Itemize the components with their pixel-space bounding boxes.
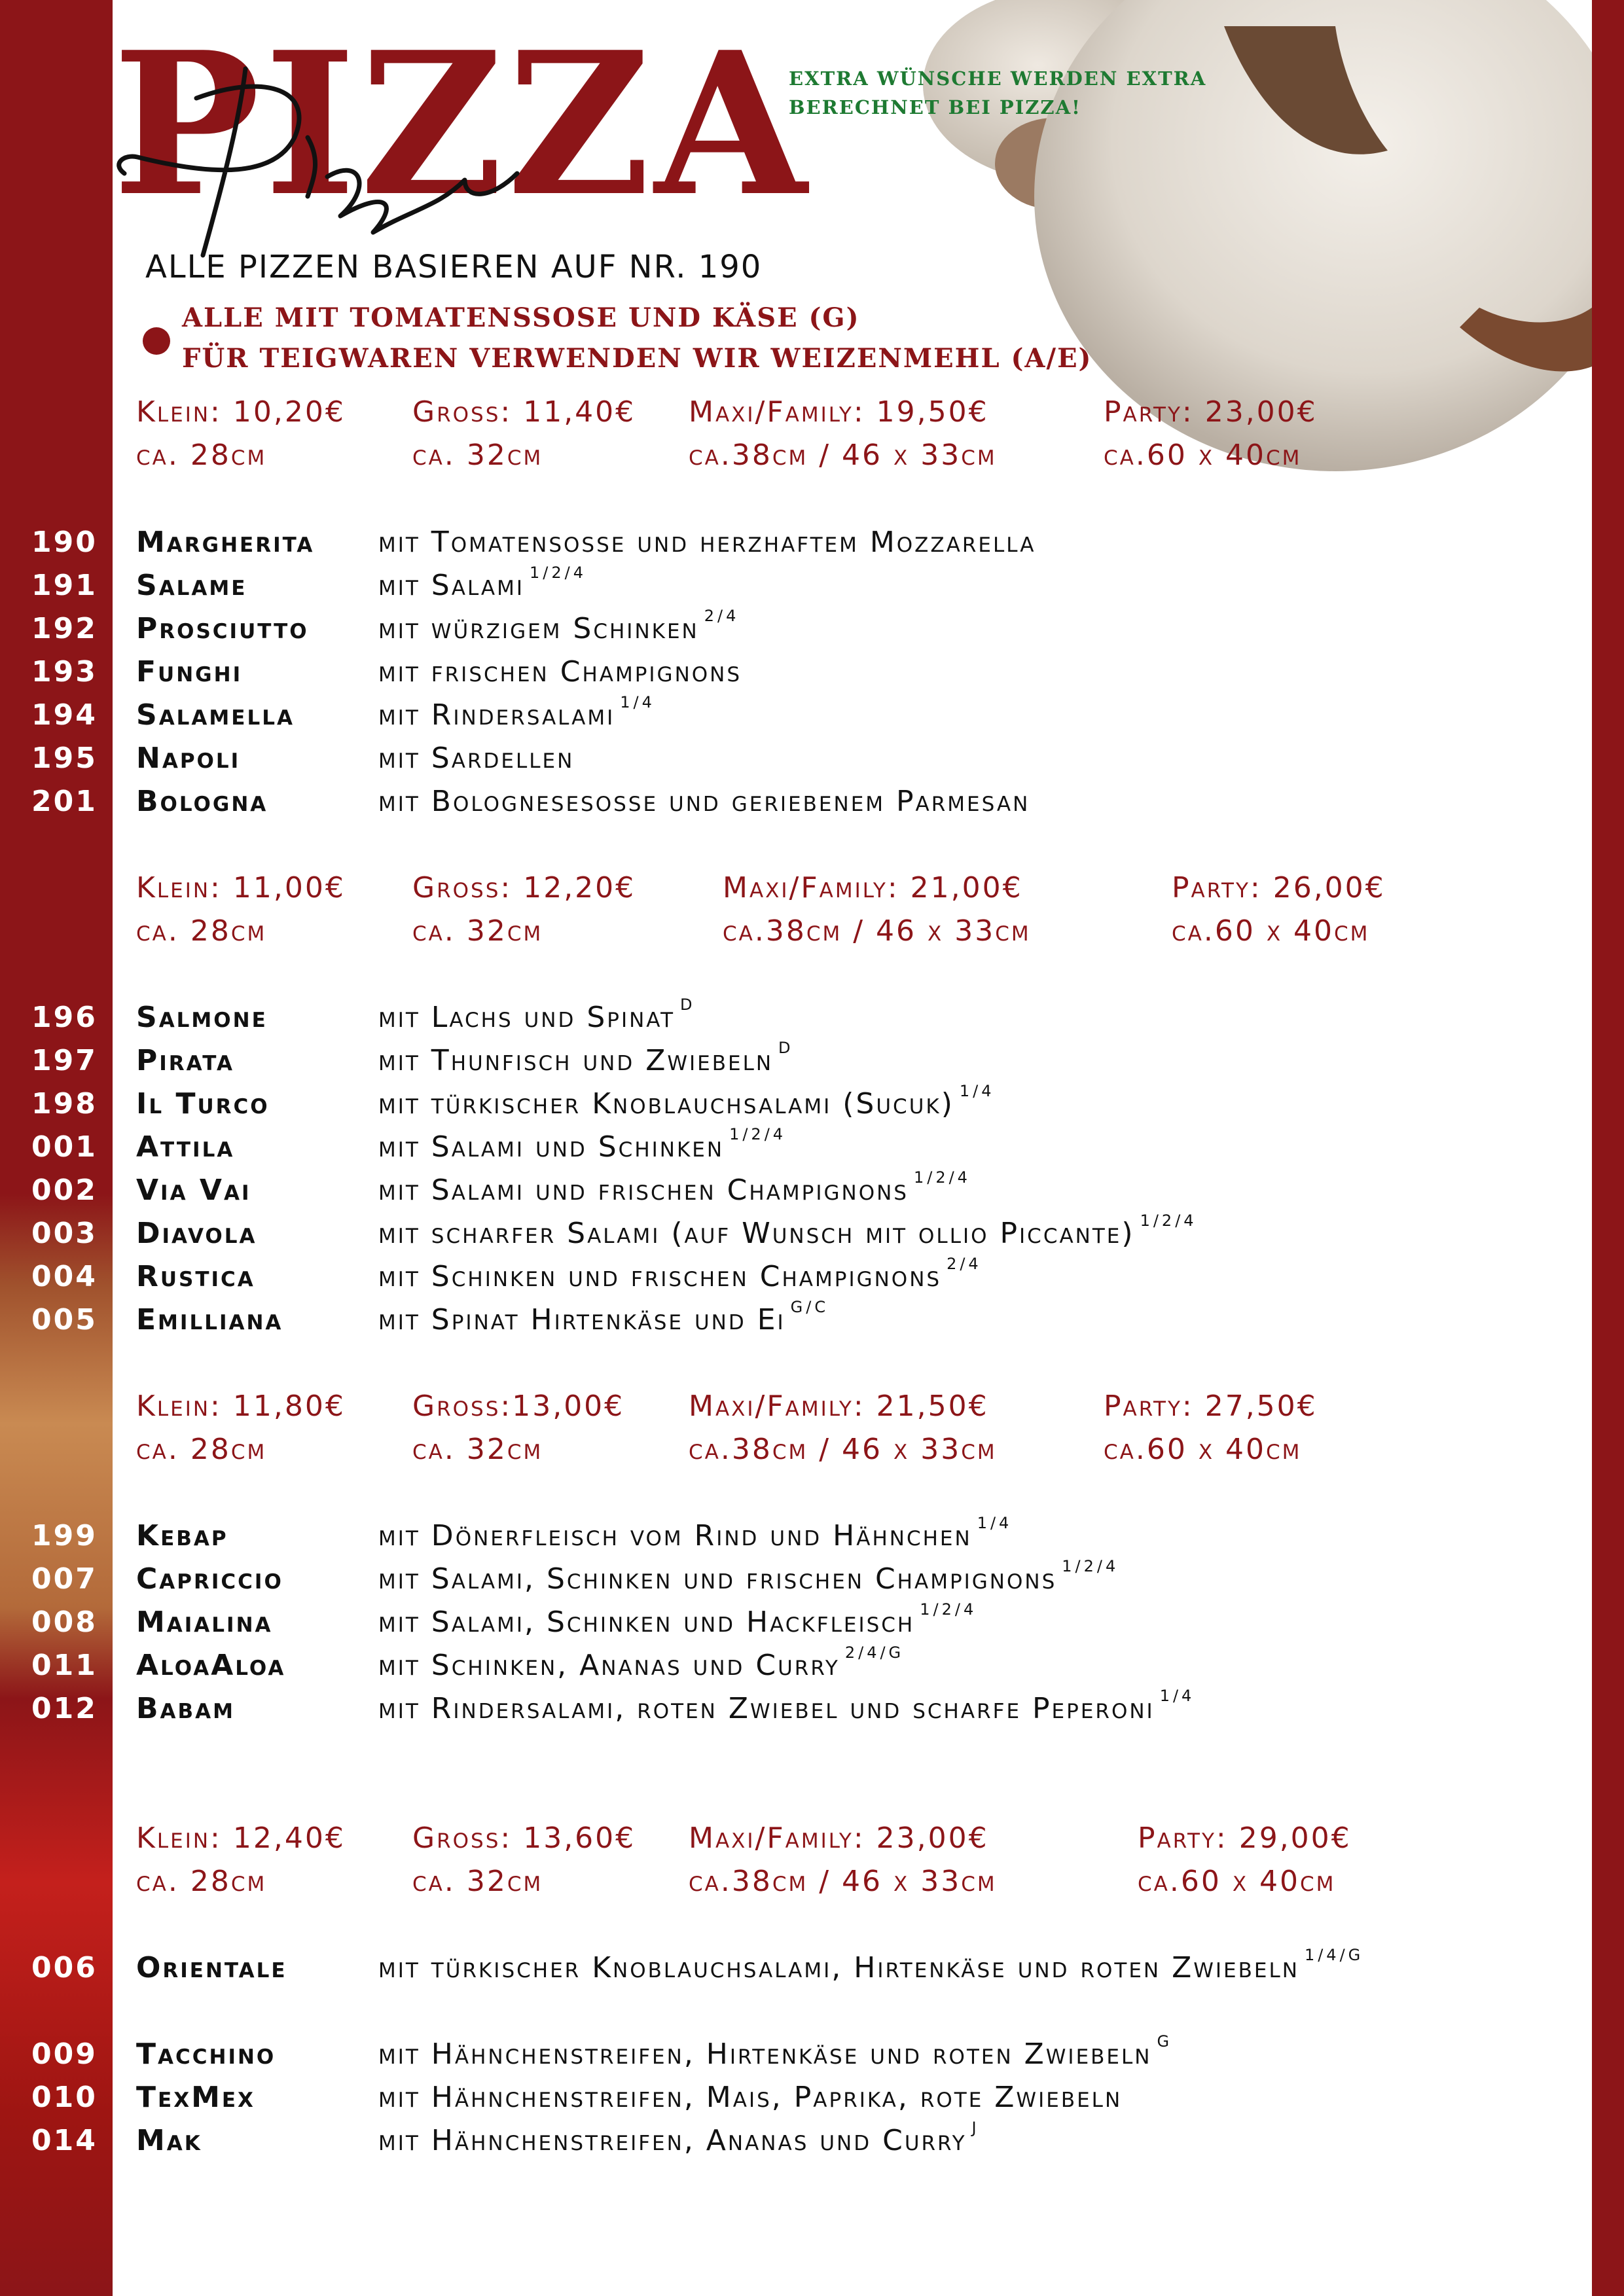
item-description: mit Salami, Schinken und Hackfleisch $^{1/2/4}$ [378, 1600, 977, 1639]
item-description: mit türkischer Knoblauchsalami (Sucuk) $^{1/4}$ [378, 1082, 995, 1121]
bullet-dot [143, 327, 170, 355]
menu-item [0, 2033, 1592, 2076]
price-label: Maxi/Family: 23,00€ [689, 1821, 989, 1855]
allergen-codes: D [778, 1039, 794, 1057]
menu-item [0, 694, 1592, 737]
item-name: Orientale [136, 1951, 287, 1984]
allergen-codes: 1/2/4 [920, 1600, 977, 1619]
info-wheat-flour: FÜR TEIGWAREN VERWENDEN WIR WEIZENMEHL (A/E) [182, 343, 1092, 374]
price-label: Maxi/Family: 19,50€ [689, 395, 989, 429]
allergen-codes: 1/2/4 [1062, 1557, 1119, 1575]
item-description: mit Dönerfleisch vom Rind und Hähnchen $^{1/4}$ [378, 1514, 1013, 1552]
allergen-codes: 2/4 [947, 1255, 982, 1273]
allergen-codes: 1/2/4 [729, 1125, 787, 1143]
item-name: Salamella [136, 698, 295, 732]
allergen-codes: 1/4 [977, 1514, 1013, 1532]
item-description: mit Rindersalami, roten Zwiebel und scharfe Peperoni $^{1/4}$ [378, 1687, 1195, 1725]
item-number: 003 [31, 1217, 98, 1250]
allergen-codes: 2/4 [704, 607, 740, 625]
right-border-strip [1592, 0, 1624, 2296]
item-description: mit Salami $^{1/2/4}$ [378, 564, 587, 602]
menu-item [0, 1558, 1592, 1601]
item-description: mit Thunfisch und Zwiebeln $^D$ [378, 1039, 794, 1077]
item-name: AloaAloa [136, 1649, 286, 1682]
menu-item [0, 1687, 1592, 1731]
item-name: Salmone [136, 1001, 268, 1034]
allergen-codes: 1/4 [1159, 1687, 1195, 1705]
item-number: 010 [31, 2081, 98, 2114]
allergen-codes: J [971, 2119, 980, 2137]
item-name: Pirata [136, 1044, 234, 1077]
item-description: mit Hähnchenstreifen, Hirtenkäse und roten Zwiebeln $^G$ [378, 2032, 1173, 2071]
item-number: 201 [31, 785, 98, 818]
item-description: mit Schinken, Ananas und Curry $^{2/4/G}$ [378, 1643, 905, 1682]
item-name: Rustica [136, 1260, 255, 1293]
size-label: ca. 28cm [136, 439, 267, 472]
allergen-codes: D [680, 996, 696, 1014]
item-name: Via Vai [136, 1174, 251, 1207]
item-number: 197 [31, 1044, 98, 1077]
size-label: ca.60 x 40cm [1104, 439, 1302, 472]
item-number: 014 [31, 2124, 98, 2157]
item-name: Prosciutto [136, 612, 309, 645]
allergen-codes: G/C [790, 1298, 829, 1316]
price-label: Party: 26,00€ [1172, 871, 1386, 905]
size-label: ca. 32cm [412, 1865, 543, 1898]
item-description: mit Salami und frischen Champignons $^{1/2/4}$ [378, 1168, 971, 1207]
menu-item [0, 651, 1592, 694]
base-pizza-subtitle: ALLE PIZZEN BASIEREN AUF NR. 190 [145, 249, 763, 285]
menu-item [0, 1644, 1592, 1687]
item-description: mit Spinat Hirtenkäse und Ei $^{G/C}$ [378, 1298, 829, 1336]
extra-note-line-1: EXTRA WÜNSCHE WERDEN EXTRA [789, 67, 1207, 90]
item-number: 195 [31, 742, 98, 775]
size-label: ca.38cm / 46 x 33cm [689, 1433, 997, 1466]
menu-item [0, 737, 1592, 780]
item-description: mit Sardellen [378, 742, 575, 775]
menu-item [0, 607, 1592, 651]
menu-item [0, 1083, 1592, 1126]
allergen-codes: 1/4 [959, 1082, 995, 1100]
item-name: Il Turco [136, 1087, 270, 1121]
item-name: Salame [136, 569, 247, 602]
menu-item [0, 996, 1592, 1039]
menu-item [0, 1169, 1592, 1212]
item-description: mit frischen Champignons [378, 655, 742, 689]
item-name: Bologna [136, 785, 268, 818]
size-label: ca.38cm / 46 x 33cm [723, 914, 1031, 948]
extra-note-line-2: BERECHNET BEI PIZZA! [789, 96, 1081, 118]
allergen-codes: 1/4/G [1304, 1946, 1364, 1964]
menu-item [0, 1255, 1592, 1299]
item-name: Diavola [136, 1217, 257, 1250]
menu-item [0, 1601, 1592, 1644]
item-name: Napoli [136, 742, 241, 775]
menu-item [0, 1039, 1592, 1083]
item-number: 192 [31, 612, 98, 645]
item-number: 009 [31, 2037, 98, 2071]
item-description: mit Hähnchenstreifen, Mais, Paprika, rote Zwiebeln [378, 2081, 1123, 2114]
allergen-codes: 1/2/4 [1140, 1211, 1197, 1230]
size-label: ca. 32cm [412, 1433, 543, 1466]
item-description: mit scharfer Salami (auf Wunsch mit ollio Piccante) $^{1/2/4}$ [378, 1211, 1197, 1250]
item-number: 196 [31, 1001, 98, 1034]
item-number: 011 [31, 1649, 98, 1682]
item-number: 002 [31, 1174, 98, 1207]
item-number: 198 [31, 1087, 98, 1121]
menu-item [0, 1515, 1592, 1558]
price-label: Party: 29,00€ [1138, 1821, 1352, 1855]
item-description: mit würzigem Schinken $^{2/4}$ [378, 607, 740, 645]
size-label: ca.38cm / 46 x 33cm [689, 439, 997, 472]
price-label: Klein: 11,00€ [136, 871, 346, 905]
price-label: Gross: 11,40€ [412, 395, 636, 429]
allergen-codes: 1/2/4 [530, 564, 587, 582]
item-description: mit Rindersalami $^{1/4}$ [378, 693, 655, 732]
price-label: Klein: 11,80€ [136, 1390, 346, 1423]
price-label: Party: 27,50€ [1104, 1390, 1318, 1423]
menu-item [0, 1212, 1592, 1255]
menu-item [0, 1126, 1592, 1169]
item-number: 001 [31, 1130, 98, 1164]
price-label: Gross: 12,20€ [412, 871, 636, 905]
item-number: 004 [31, 1260, 98, 1293]
item-name: Attila [136, 1130, 235, 1164]
allergen-codes: G [1157, 2032, 1173, 2051]
allergen-codes: 2/4/G [844, 1643, 905, 1662]
item-description: mit Salami, Schinken und frischen Champignons $^{1/2/4}$ [378, 1557, 1119, 1596]
size-label: ca. 28cm [136, 914, 267, 948]
item-name: TexMex [136, 2081, 255, 2114]
size-label: ca.60 x 40cm [1104, 1433, 1302, 1466]
menu-item [0, 2076, 1592, 2119]
item-description: mit Bolognesesosse und geriebenem Parmesan [378, 785, 1030, 818]
size-label: ca.38cm / 46 x 33cm [689, 1865, 997, 1898]
item-number: 005 [31, 1303, 98, 1336]
item-number: 191 [31, 569, 98, 602]
item-description: mit Schinken und frischen Champignons $^{2/4}$ [378, 1255, 982, 1293]
menu-item [0, 780, 1592, 823]
item-number: 194 [31, 698, 98, 732]
size-label: ca.60 x 40cm [1172, 914, 1370, 948]
script-pizza-lettering [98, 46, 524, 268]
allergen-codes: 1/2/4 [913, 1168, 971, 1187]
extra-wishes-note [789, 64, 1247, 122]
item-description: mit Hähnchenstreifen, Ananas und Curry $^J$ [378, 2119, 980, 2157]
size-label: ca. 32cm [412, 914, 543, 948]
allergen-codes: 1/4 [620, 693, 655, 711]
item-number: 193 [31, 655, 98, 689]
item-name: Margherita [136, 526, 315, 559]
item-name: Maialina [136, 1605, 273, 1639]
size-label: ca.60 x 40cm [1138, 1865, 1336, 1898]
size-label: ca. 28cm [136, 1433, 267, 1466]
item-name: Tacchino [136, 2037, 276, 2071]
item-description: mit Lachs und Spinat $^D$ [378, 996, 696, 1034]
price-label: Klein: 12,40€ [136, 1821, 346, 1855]
item-number: 007 [31, 1562, 98, 1596]
price-label: Klein: 10,20€ [136, 395, 346, 429]
item-name: Funghi [136, 655, 243, 689]
size-label: ca. 28cm [136, 1865, 267, 1898]
price-label: Maxi/Family: 21,00€ [723, 871, 1023, 905]
menu-item [0, 564, 1592, 607]
price-label: Party: 23,00€ [1104, 395, 1318, 429]
price-label: Maxi/Family: 21,50€ [689, 1390, 989, 1423]
menu-item [0, 521, 1592, 564]
item-number: 006 [31, 1951, 98, 1984]
item-description: mit Salami und Schinken $^{1/2/4}$ [378, 1125, 787, 1164]
menu-item [0, 1299, 1592, 1342]
item-name: Mak [136, 2124, 202, 2157]
price-label: Gross:13,00€ [412, 1390, 625, 1423]
item-description: mit Tomatensosse und herzhaftem Mozzarella [378, 526, 1036, 559]
item-number: 190 [31, 526, 98, 559]
menu-item [0, 1946, 1592, 1990]
item-number: 012 [31, 1692, 98, 1725]
item-name: Emilliana [136, 1303, 283, 1336]
info-tomato-cheese: ALLE MIT TOMATENSSOSE UND KÄSE (G) [182, 302, 860, 333]
item-name: Babam [136, 1692, 235, 1725]
price-label: Gross: 13,60€ [412, 1821, 636, 1855]
menu-item [0, 2119, 1592, 2162]
size-label: ca. 32cm [412, 439, 543, 472]
item-description: mit türkischer Knoblauchsalami, Hirtenkäse und roten Zwiebeln $^{1/4/G}$ [378, 1946, 1364, 1984]
page-title: PIZZA [113, 9, 811, 240]
item-name: Kebap [136, 1519, 228, 1552]
item-number: 199 [31, 1519, 98, 1552]
item-name: Capriccio [136, 1562, 283, 1596]
item-number: 008 [31, 1605, 98, 1639]
